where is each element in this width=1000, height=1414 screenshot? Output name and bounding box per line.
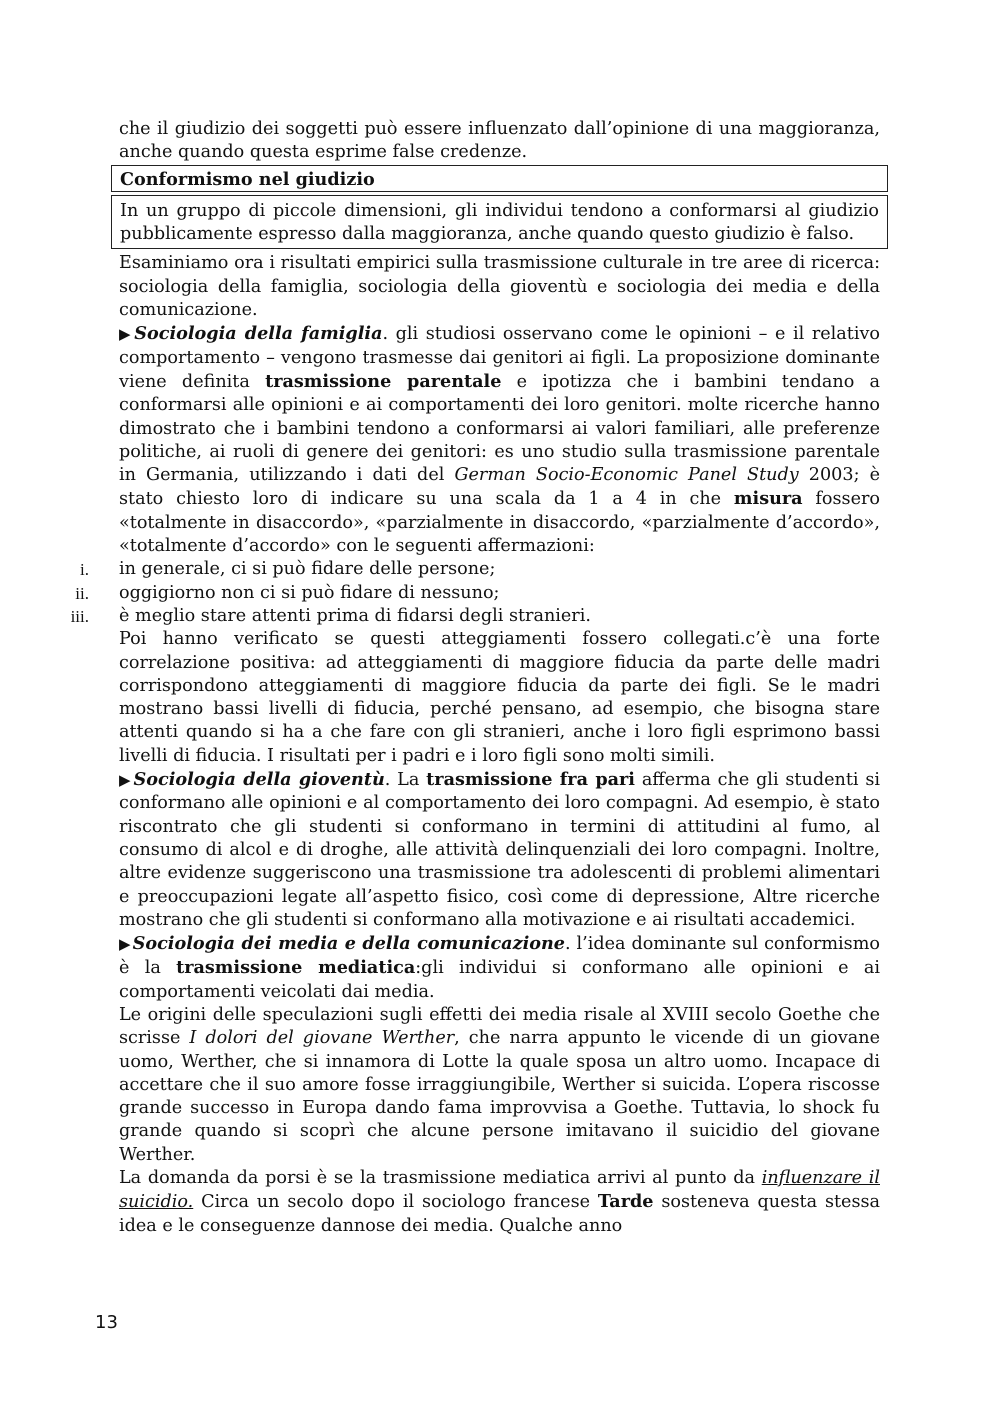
domanda-text-3: sosteneva questa stessa idea e le conseguenze dannose dei media. Qualche anno (119, 1192, 880, 1236)
list-item (80, 558, 880, 581)
list-text: è meglio stare attenti prima di fidarsi degli stranieri. (119, 605, 591, 626)
media-text-2: :gli individui si conformano alle opinioni e ai comportamenti veicolati dai media. (119, 958, 880, 1002)
famiglia-text-2: e ipotizza che i bambini tendano a conformarsi alle opinioni e ai comportamenti dei loro genitori. molte ricerche hanno dimostrato che i bambini tendono a conformarsi ai valori familiari, alle preferenze politiche, ai ruoli di genere dei genitori: es uno studio sulla trasmissione parentale in Germania, utilizzando i dati del (119, 371, 880, 486)
gioventu-paragraph (119, 768, 880, 932)
famiglia-text-3: 2003; è stato chiesto loro di indicare su una scala da 1 a 4 in che (119, 465, 880, 510)
gioventu-heading: Sociologia della gioventù (133, 769, 385, 791)
media-text-1: . l’idea dominante sul conformismo è la (119, 934, 880, 979)
media-bold-1: trasmissione mediatica (176, 957, 416, 979)
famiglia-heading: Sociologia della famiglia (134, 323, 383, 345)
arrow-icon: ▶ (119, 935, 131, 954)
gioventu-text-1: . La (384, 770, 427, 791)
arrow-icon: ▶ (119, 771, 132, 790)
gioventu-text-2: afferma che gli studenti si conformano alle opinioni e al comportamento dei loro compagni. Ad esempio, è stato riscontrato che gli studenti si conformano in termini di attitudini al fumo, al consumo di alcol e di droghe, alle attività delinquenziali dei loro compagni. Inoltre, altre evidenze suggeriscono una trasmissione tra adolescenti di problemi alimentari e preoccupazioni legate all’aspetto fisico, così come di depressione, Altre ricerche mostrano che gli studenti si conformano alla motivazione e ai risultati accademici. (119, 770, 880, 930)
list-item (75, 582, 880, 605)
definition-text: In un gruppo di piccole dimensioni, gli individui tendono a conformarsi al giudizio pubblicamente espresso dalla maggioranza, anche quando questo giudizio è falso. (120, 200, 879, 245)
domanda-text-1: La domanda da porsi è se la trasmissione mediatica arrivi al punto da (119, 1168, 762, 1189)
famiglia-text-4: fossero «totalmente in disaccordo», «parzialmente in disaccordo, «parzialmente d’accordo», «totalmente d’accordo» con le seguenti affermazioni: (119, 489, 880, 557)
domanda-text-2: Circa un secolo dopo il sociologo francese (193, 1192, 598, 1213)
famiglia-text-1: . gli studiosi osservano come le opinioni – e il relativo comportamento – vengono trasmesse dai genitori ai figli. La proposizione dominante viene definita (119, 324, 880, 392)
media-heading: Sociologia dei media e della comunicazione (132, 933, 565, 955)
definition-box (111, 165, 888, 192)
list-number: ii. (75, 583, 89, 603)
esaminiamo-paragraph: Esaminiamo ora i risultati empirici sulla trasmissione culturale in tre aree di ricerca: sociologia della famiglia, sociologia della gioventù e sociologia dei media e della comunicazione. (119, 253, 880, 321)
list-number: iii. (70, 606, 89, 626)
page-number: 13 (95, 1312, 118, 1333)
intro-paragraph: che il giudizio dei soggetti può essere influenzato dall’opinione di una maggioranza, anche quando questa esprime false credenze. (119, 119, 880, 163)
list-text: oggigiorno non ci si può fidare di nessuno; (119, 582, 500, 603)
origini-paragraph (119, 1004, 880, 1167)
poi-paragraph: Poi hanno verificato se questi atteggiamenti fossero collegati.c’è una forte correlazione positiva: ad atteggiamenti di maggiore fiducia da parte delle madri corrispondono atteggiamenti di maggiore fiducia da parte dei figli. Se le madri mostrano bassi livelli di fiducia, perché pensano, ad esempio, che bisogna stare attenti quando si ha a che fare con gli stranieri, anche i loro figli esprimono bassi livelli di fiducia. I risultati per i padri e i loro figli sono molti simili. (119, 629, 880, 766)
arrow-icon: ▶ (119, 325, 133, 344)
famiglia-paragraph (119, 322, 880, 558)
domanda-underlined: influenzare il suicidio. (119, 1168, 880, 1213)
affermazioni-list (70, 558, 880, 628)
origini-text-1: Le origini delle speculazioni sugli effetti dei media risale al XVIII secolo Goethe che scrisse (119, 1004, 880, 1049)
origini-text-2: , che narra appunto le vicende di un giovane uomo, Werther, che si innamora di Lotte la quale sposa un altro uomo. Incapace di accettare che il suo amore fosse irraggiungibile, Werther si suicida. L’opera riscosse grande successo in Europa dando fama improvvisa a Goethe. Tuttavia, lo shock fu grande quando si scoprì che alcune persone imitavano il suicidio del giovane Werther. (119, 1028, 880, 1165)
list-text: in generale, ci si può fidare delle persone; (119, 559, 496, 580)
famiglia-bold-1: trasmissione parentale (265, 370, 502, 392)
domanda-bold-1: Tarde (597, 1191, 654, 1213)
media-paragraph (119, 932, 880, 1004)
domanda-paragraph (119, 1167, 880, 1238)
famiglia-bold-2: misura (733, 488, 803, 510)
gioventu-bold-1: trasmissione fra pari (426, 769, 635, 791)
list-item (70, 605, 880, 628)
definition-box-title: Conformismo nel giudizio (120, 168, 375, 190)
origini-italic-1: I dolori del giovane Werther (189, 1028, 455, 1049)
definition-box-body (111, 195, 888, 250)
list-number: i. (80, 560, 89, 580)
page-content (70, 118, 880, 1238)
famiglia-italic-1: German Socio-Economic Panel Study (454, 465, 799, 486)
